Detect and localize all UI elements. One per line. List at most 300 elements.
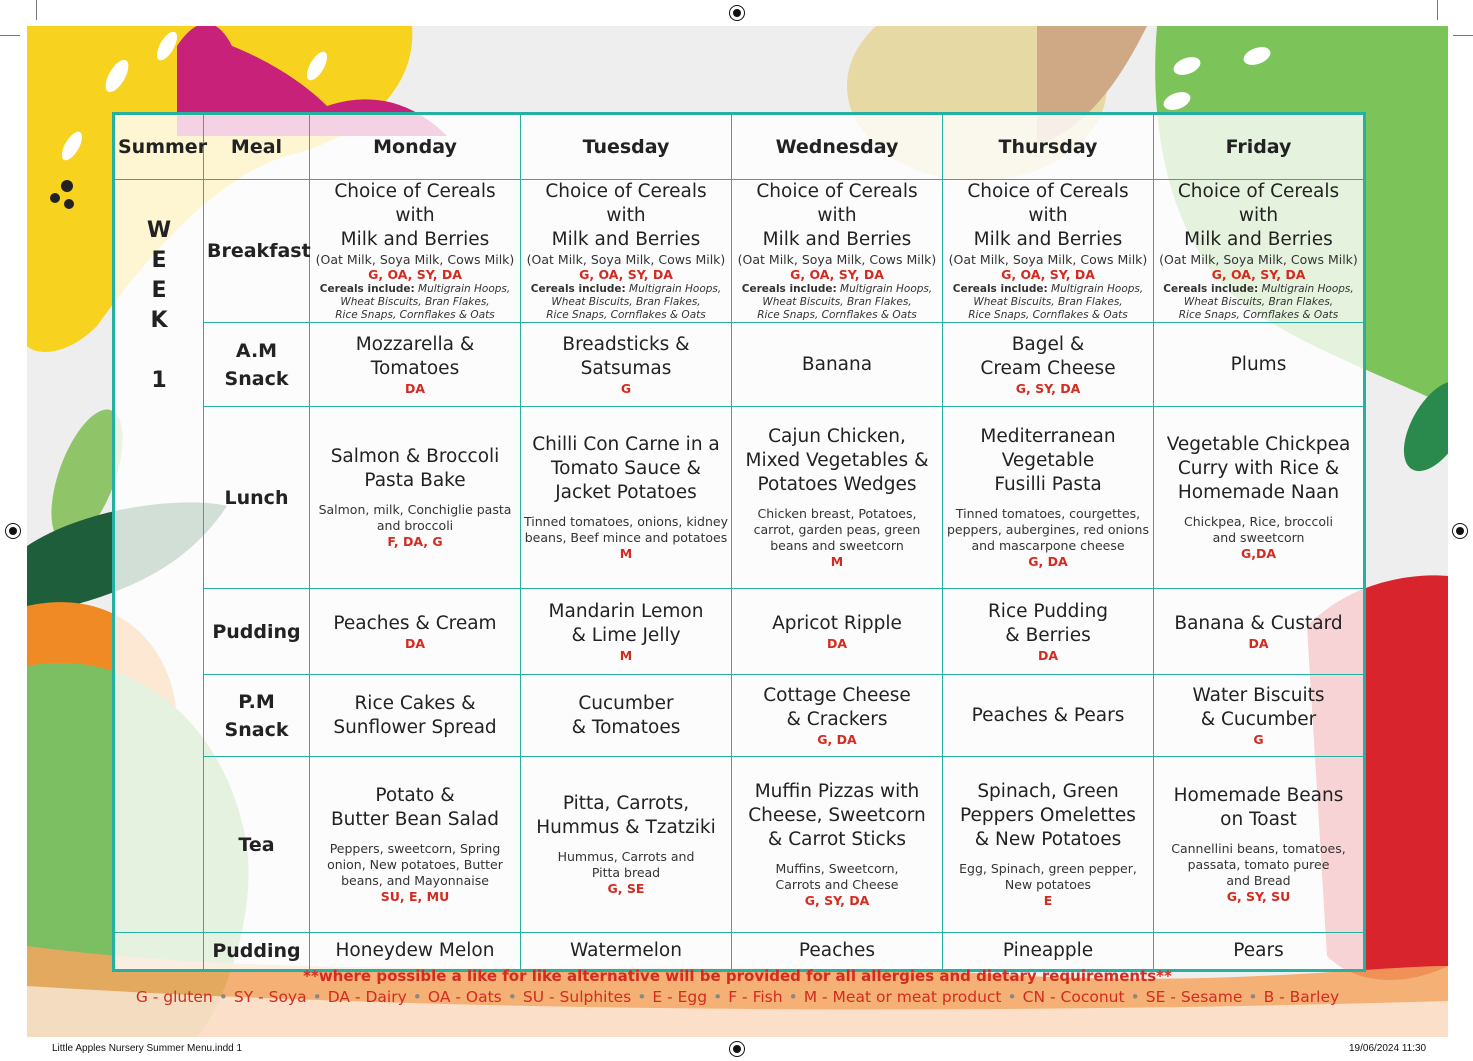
week-letter: K — [150, 308, 168, 333]
allergen-codes: G, OA, SY, DA — [1001, 267, 1095, 282]
cereal-list — [524, 283, 728, 322]
week-letter: E — [151, 278, 167, 303]
meal-name-line: Snack — [224, 367, 289, 390]
cereal-line-wrap — [524, 283, 728, 296]
dish-name — [735, 425, 939, 497]
milk-options: (Oat Milk, Soya Milk, Cows Milk) — [526, 252, 726, 267]
dish-line: Mandarin Lemon — [548, 600, 704, 622]
cereal-label: Cereals include: — [952, 283, 1048, 295]
allergen-codes: M — [619, 647, 633, 663]
dish-name — [313, 939, 517, 963]
ingredients — [735, 506, 939, 554]
meal-name — [204, 933, 310, 971]
ingredients — [1157, 514, 1360, 546]
ingredient-line: beans, Beef mince and potatoes — [524, 530, 728, 545]
dish-line: Milk and Berries — [340, 229, 490, 250]
cereal-line: Multigrain Hoops, — [418, 283, 511, 295]
meal-name — [204, 589, 310, 675]
cereal-line: Rice Snaps, Cornflakes & Oats — [335, 309, 495, 321]
dish-line: Satsumas — [580, 357, 672, 379]
dish-line: Peaches & Pears — [971, 704, 1125, 726]
cereal-line: Wheat Biscuits, Bran Flakes, — [973, 296, 1123, 308]
cereal-line: Wheat Biscuits, Bran Flakes, — [551, 296, 701, 308]
dish-name — [524, 939, 728, 963]
dish-name — [1157, 784, 1360, 832]
menu-cell — [943, 675, 1154, 757]
milk-options: (Oat Milk, Soya Milk, Cows Milk) — [1159, 252, 1358, 267]
legend-item: SE - Sesame — [1145, 988, 1243, 1006]
ingredients — [1157, 841, 1360, 889]
day-header: Thursday — [943, 114, 1154, 180]
day-header: Tuesday — [521, 114, 732, 180]
dish-name — [735, 612, 939, 636]
dish-line: Potatoes Wedges — [757, 474, 917, 495]
cereal-label: Cereals include: — [741, 283, 837, 295]
allergen-codes: F, DA, G — [387, 534, 443, 549]
season-header: Summer — [114, 114, 204, 180]
dish-line: on Toast — [1220, 809, 1297, 830]
ingredient-line: passata, tomato puree — [1187, 857, 1330, 872]
dish-line: Muffin Pizzas with — [754, 781, 920, 802]
cereal-line-wrap — [313, 283, 517, 296]
ingredient-line: Tinned tomatoes, onions, kidney — [524, 514, 728, 529]
dish-name — [313, 333, 517, 381]
dish-name — [735, 780, 939, 852]
separator-dot: • — [218, 988, 228, 1006]
dish-name — [524, 692, 728, 740]
dish-line: Butter Bean Salad — [330, 809, 500, 830]
ingredient-line: Chicken breast, Potatoes, — [757, 506, 917, 521]
cereal-line: Wheat Biscuits, Bran Flakes, — [1183, 296, 1334, 308]
menu-cell — [310, 675, 521, 757]
separator-dot: • — [507, 988, 517, 1006]
dish-name — [735, 684, 939, 732]
dish-line: Pears — [1233, 940, 1284, 961]
dish-line: Banana — [801, 353, 873, 375]
dish-line: Milk and Berries — [762, 229, 912, 250]
cereal-line: Multigrain Hoops, — [1261, 283, 1354, 295]
legend-item: B - Barley — [1263, 988, 1340, 1006]
dish-line: Cottage Cheese — [763, 684, 911, 706]
crop-mark — [0, 35, 20, 36]
dish-name — [524, 600, 728, 648]
dish-name — [313, 692, 517, 740]
meal-header: Meal — [204, 114, 310, 180]
meal-name — [204, 675, 310, 757]
dish-name — [946, 600, 1150, 648]
allergen-codes: DA — [404, 380, 426, 396]
dish-line: Sunflower Spread — [333, 716, 497, 738]
menu-cell — [943, 757, 1154, 933]
ingredient-line: and broccoli — [376, 518, 454, 533]
empty-cell — [114, 933, 204, 971]
menu-cell — [732, 180, 943, 323]
dish-name — [946, 780, 1150, 852]
ingredients — [313, 841, 517, 889]
meal-name-line: Breakfast — [207, 240, 311, 262]
dish-name — [946, 704, 1150, 728]
ingredient-line: Carrots and Cheese — [775, 877, 899, 892]
ingredients — [946, 506, 1150, 554]
meal-row — [114, 323, 1365, 407]
weekly-menu-table — [112, 112, 1366, 972]
dish-line: Pineapple — [1002, 940, 1094, 961]
allergen-codes: E — [1043, 893, 1053, 908]
menu-cell — [1154, 589, 1365, 675]
allergen-codes: M — [619, 546, 633, 561]
cereal-line-wrap — [735, 283, 939, 296]
allergen-codes: G, SY, DA — [1015, 380, 1081, 396]
menu-cell — [310, 323, 521, 407]
dish-line: & Berries — [1005, 624, 1091, 646]
allergen-codes: DA — [1248, 635, 1269, 651]
dish-name — [946, 333, 1150, 381]
ingredient-line: Peppers, sweetcorn, Spring — [329, 841, 501, 856]
allergen-codes: DA — [826, 635, 848, 651]
dish-name — [313, 612, 517, 636]
ingredient-line: New potatoes — [1004, 877, 1092, 892]
ingredients — [313, 502, 517, 534]
milk-options: (Oat Milk, Soya Milk, Cows Milk) — [737, 252, 937, 267]
cereal-label: Cereals include: — [1163, 283, 1259, 295]
dish-name — [524, 792, 728, 840]
dish-name — [1157, 612, 1360, 636]
dish-line: Breadsticks & — [562, 333, 690, 355]
dish-line: Water Biscuits — [1192, 684, 1325, 706]
ingredient-line: and sweetcorn — [1212, 530, 1305, 545]
cereal-label: Cereals include: — [319, 283, 415, 295]
allergen-codes: DA — [1037, 647, 1059, 663]
cereal-line-wrap — [946, 283, 1150, 296]
dish-line: Banana & Custard — [1174, 612, 1343, 634]
menu-cell — [732, 757, 943, 933]
separator-dot: • — [412, 988, 422, 1006]
ingredient-line: Muffins, Sweetcorn, — [775, 861, 899, 876]
menu-cell — [1154, 323, 1365, 407]
dish-line: Peaches & Cream — [333, 612, 497, 634]
dish-name — [735, 353, 939, 377]
dish-line: Choice of Cereals with — [756, 181, 918, 226]
meal-row — [114, 933, 1365, 971]
dish-line: Choice of Cereals with — [334, 181, 496, 226]
dish-line: Tomatoes — [370, 357, 460, 379]
cereal-list — [1157, 283, 1360, 322]
milk-options: (Oat Milk, Soya Milk, Cows Milk) — [948, 252, 1148, 267]
dish-line: & Cucumber — [1200, 708, 1317, 730]
meal-name-line: P.M — [238, 690, 275, 713]
dish-line: Homemade Naan — [1177, 482, 1340, 503]
registration-mark-top — [729, 5, 745, 21]
cereal-line: Multigrain Hoops, — [840, 283, 933, 295]
menu-cell — [521, 589, 732, 675]
dish-line: Jacket Potatoes — [555, 482, 697, 503]
legend-item: SY - Soya — [233, 988, 307, 1006]
dish-line: Apricot Ripple — [772, 612, 902, 634]
separator-dot: • — [713, 988, 723, 1006]
dish-line: Peppers Omelettes — [960, 805, 1136, 826]
dish-line: Choice of Cereals with — [1177, 181, 1340, 226]
separator-dot: • — [1130, 988, 1140, 1006]
allergen-codes: G, SY, DA — [804, 893, 870, 908]
ingredient-line: Salmon, milk, Conchiglie pasta — [318, 502, 512, 517]
dish-line: Vegetable Chickpea — [1166, 434, 1351, 455]
ingredient-line: and mascarpone cheese — [971, 538, 1125, 553]
menu-cell — [310, 757, 521, 933]
menu-cell — [732, 933, 943, 971]
dish-line: Milk and Berries — [551, 229, 701, 250]
dish-name — [313, 445, 517, 493]
week-number: 1 — [151, 368, 167, 393]
header-row — [114, 114, 1365, 180]
cereal-line: Wheat Biscuits, Bran Flakes, — [762, 296, 912, 308]
dish-line: Peaches — [798, 940, 876, 961]
dish-line: Mixed Vegetables & — [745, 450, 929, 471]
menu-cell — [943, 589, 1154, 675]
dish-line: Choice of Cereals with — [545, 181, 707, 226]
ingredient-line: beans and sweetcorn — [770, 538, 904, 553]
dish-line: Milk and Berries — [1184, 229, 1333, 250]
file-slug: Little Apples Nursery Summer Menu.indd 1 — [52, 1043, 243, 1054]
dish-line: Mediterranean — [980, 426, 1116, 447]
cereal-line: Multigrain Hoops, — [1051, 283, 1144, 295]
menu-cell — [943, 323, 1154, 407]
dish-name — [1157, 353, 1360, 377]
cereal-line: Rice Snaps, Cornflakes & Oats — [968, 309, 1128, 321]
meal-name-line: Pudding — [212, 940, 301, 962]
dish-name — [735, 180, 939, 252]
meal-row — [114, 589, 1365, 675]
ingredient-line: Chickpea, Rice, broccoli — [1184, 514, 1333, 529]
allergen-codes: G, OA, SY, DA — [790, 267, 884, 282]
dish-line: Choice of Cereals with — [967, 181, 1129, 226]
dish-line: Cheese, Sweetcorn — [748, 805, 926, 826]
dish-line: & New Potatoes — [974, 829, 1122, 850]
allergen-codes: M — [830, 554, 844, 569]
dish-line: Pitta, Carrots, — [562, 793, 690, 814]
menu-cell — [1154, 933, 1365, 971]
day-header: Monday — [310, 114, 521, 180]
cereal-line: Rice Snaps, Cornflakes & Oats — [757, 309, 917, 321]
ingredient-line: Tinned tomatoes, courgettes, — [955, 506, 1141, 521]
meal-name-line: Pudding — [212, 620, 301, 643]
dish-name — [735, 939, 939, 963]
allergen-codes: G, SE — [607, 881, 645, 896]
allergen-codes: G, OA, SY, DA — [368, 267, 462, 282]
legend-item: CN - Coconut — [1022, 988, 1125, 1006]
allergen-codes: G,DA — [1240, 546, 1277, 561]
cereal-line: Rice Snaps, Cornflakes & Oats — [546, 309, 706, 321]
ingredients — [735, 861, 939, 893]
allergen-codes: DA — [404, 635, 426, 651]
separator-dot: • — [312, 988, 322, 1006]
legend-item: G - gluten — [135, 988, 213, 1006]
dish-line: Cajun Chicken, — [768, 426, 906, 447]
menu-cell — [521, 675, 732, 757]
dish-line: Homemade Beans — [1173, 785, 1344, 806]
allergen-codes: G — [1253, 731, 1264, 747]
dish-line: & Tomatoes — [571, 716, 681, 738]
separator-dot: • — [1248, 988, 1258, 1006]
cereal-line: Wheat Biscuits, Bran Flakes, — [340, 296, 490, 308]
dish-line: Mozzarella & — [355, 333, 475, 355]
dish-line: Salmon & Broccoli — [330, 446, 500, 467]
meal-row — [114, 675, 1365, 757]
legend-item: F - Fish — [728, 988, 783, 1006]
registration-mark-left — [5, 523, 21, 539]
ingredients — [524, 849, 728, 881]
ingredient-line: Cannellini beans, tomatoes, — [1171, 841, 1346, 856]
menu-cell — [943, 407, 1154, 589]
menu-cell — [1154, 757, 1365, 933]
cereal-label: Cereals include: — [530, 283, 626, 295]
dish-line: & Crackers — [786, 708, 888, 730]
dish-name — [1157, 684, 1360, 732]
meal-name-line: Tea — [238, 833, 275, 856]
menu-cell — [521, 323, 732, 407]
ingredient-line: onion, New potatoes, Butter — [327, 857, 503, 872]
dish-line: Plums — [1230, 353, 1287, 375]
allergen-codes: G, DA — [1028, 554, 1068, 569]
menu-cell — [1154, 407, 1365, 589]
dish-line: Hummus & Tzatziki — [536, 817, 716, 838]
dietary-note: **where possible a like for like alternative will be provided for all allergies and dietary requirements** — [303, 967, 1172, 985]
dish-line: Curry with Rice & — [1177, 458, 1340, 479]
dish-line: Milk and Berries — [973, 229, 1123, 250]
dish-name — [524, 433, 728, 505]
menu-cell — [521, 757, 732, 933]
menu-cell — [521, 407, 732, 589]
cereal-list — [735, 283, 939, 322]
dish-name — [946, 939, 1150, 963]
meal-name-line: Snack — [224, 718, 289, 741]
menu-cell — [732, 675, 943, 757]
cereal-line: Multigrain Hoops, — [629, 283, 722, 295]
menu-cell — [310, 407, 521, 589]
milk-options: (Oat Milk, Soya Milk, Cows Milk) — [315, 252, 515, 267]
day-header: Wednesday — [732, 114, 943, 180]
allergen-codes: G, DA — [817, 731, 857, 747]
week-letter: E — [151, 248, 167, 273]
dish-name — [1157, 180, 1360, 252]
separator-dot: • — [637, 988, 647, 1006]
dish-name — [524, 333, 728, 381]
legend-item: OA - Oats — [427, 988, 502, 1006]
menu-cell — [943, 180, 1154, 323]
menu-cell — [310, 180, 521, 323]
dish-line: & Lime Jelly — [571, 624, 681, 646]
legend-item: DA - Dairy — [327, 988, 407, 1006]
ingredient-line: Pitta bread — [591, 865, 661, 880]
week-label — [114, 180, 204, 933]
menu-cell — [732, 407, 943, 589]
dish-line: Rice Pudding — [987, 600, 1109, 622]
dish-line: Watermelon — [570, 940, 682, 961]
cereal-line-wrap — [1157, 283, 1360, 296]
dish-name — [313, 180, 517, 252]
registration-mark-right — [1452, 523, 1468, 539]
ingredient-line: beans, and Mayonnaise — [341, 873, 489, 888]
allergen-legend — [27, 988, 1448, 1006]
registration-mark-bottom — [729, 1041, 745, 1057]
dish-line: Honeydew Melon — [335, 940, 495, 961]
separator-dot: • — [1007, 988, 1017, 1006]
crop-mark — [36, 0, 37, 20]
meal-row — [114, 180, 1365, 323]
cereal-line: Rice Snaps, Cornflakes & Oats — [1178, 309, 1339, 321]
legend-item: M - Meat or meat product — [803, 988, 1002, 1006]
meal-name-line: A.M — [235, 339, 278, 362]
dish-name — [1157, 939, 1360, 963]
dish-line: Cucumber — [578, 692, 674, 714]
allergen-codes: G — [620, 380, 632, 396]
week-spacer — [118, 336, 200, 366]
week-letter: W — [146, 218, 172, 243]
ingredient-line: and Bread — [1226, 873, 1291, 888]
meal-name-line: Lunch — [224, 486, 289, 509]
day-header: Friday — [1154, 114, 1365, 180]
dish-name — [946, 425, 1150, 497]
menu-cell — [1154, 675, 1365, 757]
dish-name — [1157, 433, 1360, 505]
ingredients — [946, 861, 1150, 893]
separator-dot: • — [788, 988, 798, 1006]
crop-mark — [1453, 35, 1473, 36]
menu-cell — [943, 933, 1154, 971]
legend-item: SU - Sulphites — [522, 988, 632, 1006]
menu-cell — [732, 589, 943, 675]
allergen-codes: SU, E, MU — [380, 889, 450, 904]
dish-line: Vegetable — [1001, 450, 1095, 471]
ingredient-line: peppers, aubergines, red onions — [947, 522, 1149, 537]
dish-line: Spinach, Green — [977, 781, 1119, 802]
dish-line: Chilli Con Carne in a — [532, 434, 720, 455]
cereal-list — [946, 283, 1150, 322]
dish-name — [524, 180, 728, 252]
dish-name — [313, 784, 517, 832]
menu-cell — [310, 933, 521, 971]
meal-name — [204, 323, 310, 407]
meal-name — [204, 180, 310, 323]
menu-cell — [310, 589, 521, 675]
date-slug: 19/06/2024 11:30 — [1349, 1043, 1427, 1054]
dish-line: Fusilli Pasta — [994, 474, 1102, 495]
ingredients — [524, 514, 728, 546]
dish-line: Tomato Sauce & — [551, 458, 701, 479]
ingredient-line: Hummus, Carrots and — [557, 849, 695, 864]
ingredient-line: carrot, garden peas, green — [753, 522, 921, 537]
legend-item: E - Egg — [652, 988, 708, 1006]
dish-line: Potato & — [375, 785, 455, 806]
meal-row — [114, 757, 1365, 933]
menu-cell — [732, 323, 943, 407]
allergen-codes: G, SY, SU — [1226, 889, 1291, 904]
dish-name — [946, 180, 1150, 252]
ingredient-line: Egg, Spinach, green pepper, — [959, 861, 1137, 876]
menu-cell — [1154, 180, 1365, 323]
dish-line: Pasta Bake — [364, 470, 466, 491]
meal-name — [204, 407, 310, 589]
crop-mark — [1437, 0, 1438, 20]
menu-cell — [521, 933, 732, 971]
dish-line: Bagel & — [1011, 333, 1085, 355]
cereal-list — [313, 283, 517, 322]
meal-name — [204, 757, 310, 933]
dish-line: Rice Cakes & — [354, 692, 476, 714]
dish-line: & Carrot Sticks — [767, 829, 907, 850]
allergen-codes: G, OA, SY, DA — [1211, 267, 1306, 282]
allergen-codes: G, OA, SY, DA — [579, 267, 673, 282]
meal-row — [114, 407, 1365, 589]
